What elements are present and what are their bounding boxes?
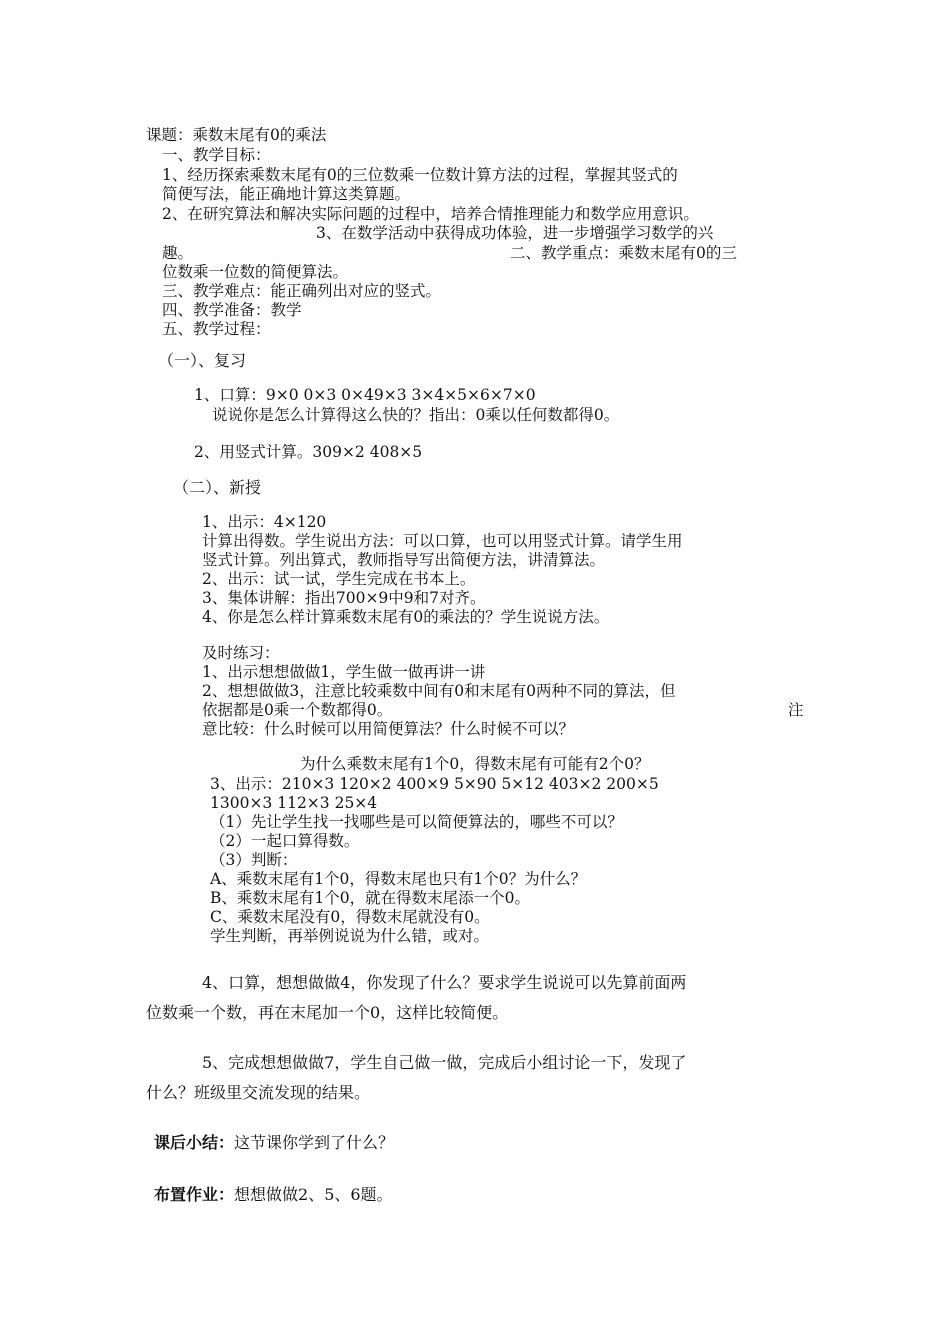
summary-label: 课后小结：	[154, 1133, 235, 1152]
new-lesson-item-1-desc-1: 计算出得数。学生说出方法：可以口算，也可以用竖式计算。请学生用	[202, 532, 683, 550]
practice-item-1: 1、出示想想做做1，学生做一做再讲一讲	[202, 663, 486, 681]
review-item-1: 1、口算：9×0 0×3 0×49×3 3×4×5×6×7×0	[194, 386, 536, 404]
practice-item-4-line-2: 位数乘一个数，再在末尾加一个0，这样比较简便。	[146, 1003, 509, 1022]
practice-question: 为什么乘数末尾有1个0，得数末尾有可能有2个0？	[300, 755, 650, 773]
judge-b: B、乘数末尾有1个0，就在得数末尾添一个0。	[210, 889, 530, 907]
new-lesson-item-2: 2、出示：试一试，学生完成在书本上。	[202, 570, 476, 588]
new-lesson-heading: （二）、新授	[173, 478, 262, 497]
review-item-2: 2、用竖式计算。309×2 408×5	[194, 443, 423, 461]
key-point-line-1: 二、教学重点：乘数末尾有0的三	[510, 244, 737, 262]
practice-step-2: （2）一起口算得数。	[210, 832, 360, 850]
practice-item-4-line-1: 4、口算，想想做做4，你发现了什么？要求学生说说可以先算前面两	[202, 973, 687, 992]
practice-item-2-line-3: 意比较：什么时候可以用简便算法？什么时候不可以？	[202, 720, 575, 738]
practice-item-3-line-2: 1300×3 112×3 25×4	[210, 794, 378, 812]
teaching-difficulty: 三、教学难点：能正确列出对应的竖式。	[162, 282, 442, 300]
key-point-line-2: 位数乘一位数的简便算法。	[162, 263, 349, 281]
judge-c: C、乘数末尾没有0，得数末尾就没有0。	[210, 908, 490, 926]
review-heading: （一）、复习	[158, 351, 247, 370]
new-lesson-item-3: 3、集体讲解：指出700×9中9和7对齐。	[202, 589, 486, 607]
objective-3-line-1: 3、在数学活动中获得成功体验，进一步增强学习数学的兴	[316, 224, 714, 242]
homework	[154, 1185, 393, 1205]
practice-step-1: （1）先让学生找一找哪些是可以简便算法的，哪些不可以？	[210, 813, 623, 831]
judge-note: 学生判断，再举例说说为什么错，或对。	[210, 927, 490, 945]
judge-a: A、乘数末尾有1个0，得数末尾也只有1个0？为什么？	[210, 870, 587, 888]
new-lesson-item-1: 1、出示：4×120	[202, 513, 327, 531]
homework-label: 布置作业：	[154, 1185, 235, 1204]
practice-item-3-line-1: 3、出示：210×3 120×2 400×9 5×90 5×12 403×2 200×5	[210, 775, 659, 793]
practice-item-5-line-2: 什么？班级里交流发现的结果。	[146, 1083, 371, 1102]
new-lesson-item-4: 4、你是怎么样计算乘数末尾有0的乘法的？学生说说方法。	[202, 608, 610, 626]
practice-item-2-line-1: 2、想想做做3，注意比较乘数中间有0和末尾有0两种不同的算法，但	[202, 682, 676, 700]
summary	[154, 1133, 394, 1153]
summary-text: 这节课你学到了什么？	[234, 1133, 395, 1152]
objective-2: 2、在研究算法和解决实际问题的过程中，培养合情推理能力和数学应用意识。	[162, 205, 699, 223]
process-heading: 五、教学过程：	[162, 320, 271, 338]
practice-step-3: （3）判断：	[210, 851, 298, 869]
homework-text: 想想做做2、5、6题。	[234, 1185, 393, 1204]
objective-1-line-2: 简便写法，能正确地计算这类算题。	[162, 185, 411, 203]
objective-1-line-1: 1、经历探索乘数末尾有0的三位数乘一位数计算方法的过程，掌握其竖式的	[162, 166, 678, 184]
teaching-preparation: 四、教学准备：教学	[162, 301, 302, 319]
review-item-1-note: 说说你是怎么计算得这么快的？指出：0乘以任何数都得0。	[212, 406, 620, 424]
practice-item-2-line-2: 依据都是0乘一个数都得0。	[202, 701, 393, 719]
objectives-heading: 一、教学目标：	[162, 146, 271, 164]
practice-item-5-line-1: 5、完成想想做做7，学生自己做一做，完成后小组讨论一下，发现了	[202, 1053, 687, 1072]
practice-item-2-line-2-right: 注	[788, 701, 804, 719]
lesson-title: 课题：乘数末尾有0的乘法	[146, 126, 327, 144]
practice-heading: 及时练习：	[202, 644, 280, 662]
new-lesson-item-1-desc-2: 竖式计算。列出算式，教师指导写出简便方法，讲清算法。	[202, 551, 606, 569]
objective-3-line-2: 趣。	[162, 244, 194, 262]
